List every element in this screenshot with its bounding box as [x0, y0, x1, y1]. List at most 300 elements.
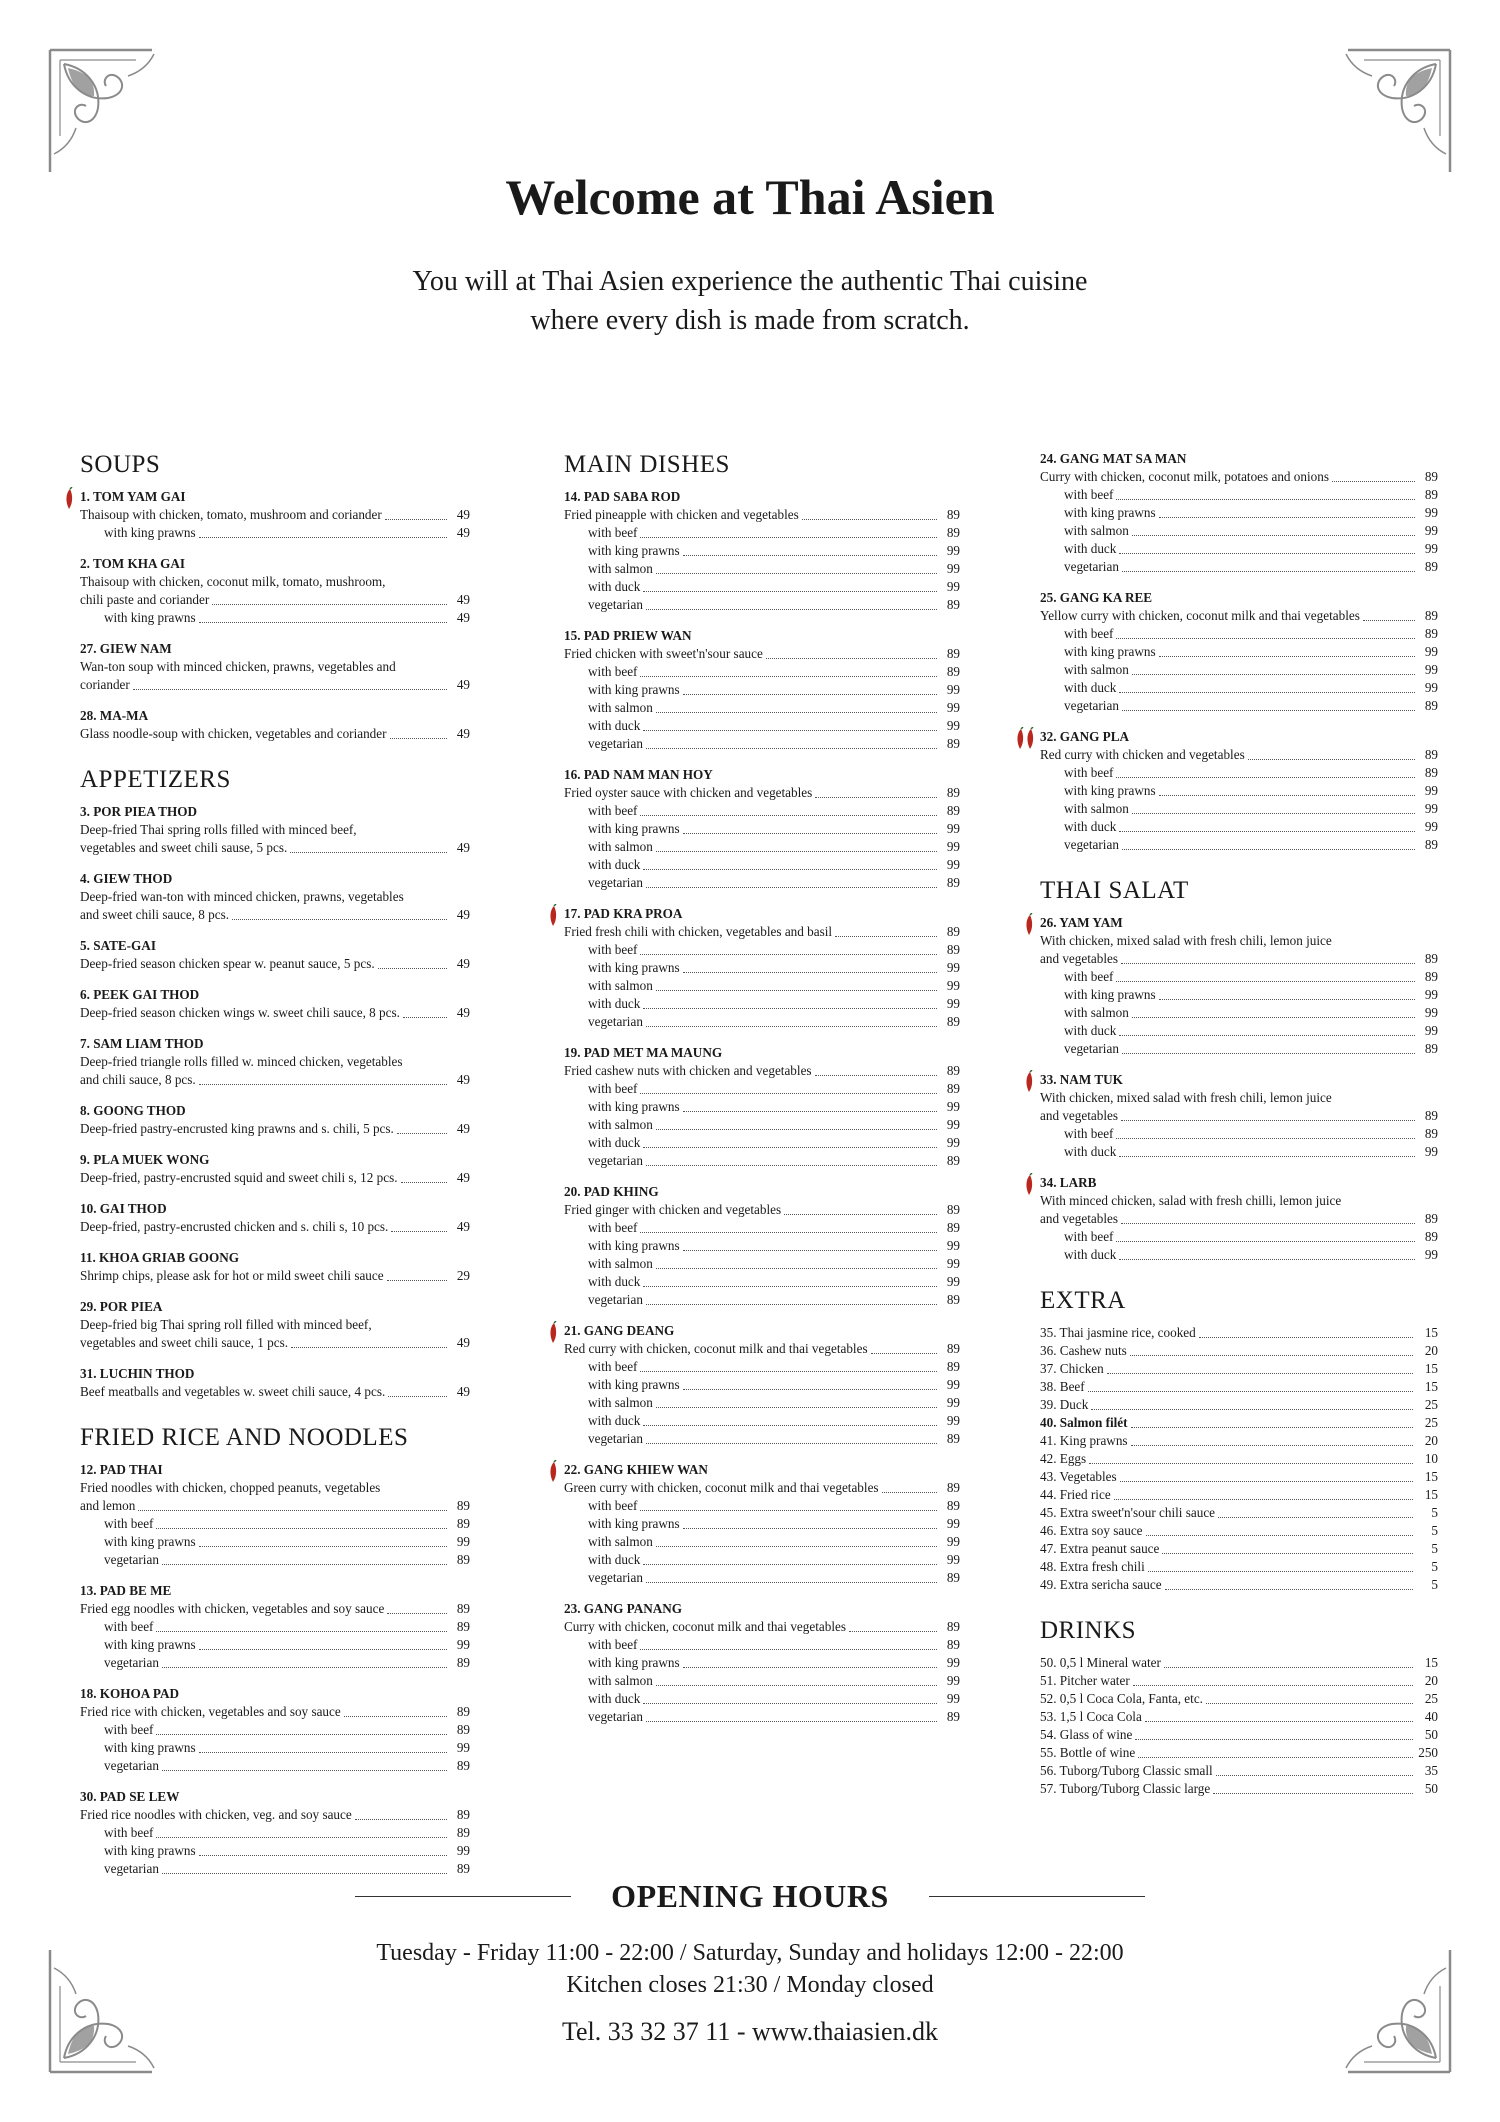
price: 99: [946, 978, 960, 993]
dish-description: [80, 1120, 470, 1138]
line-text: with salmon: [1064, 662, 1129, 677]
line-text: vegetarian: [588, 1570, 643, 1585]
dot-leader: [1248, 759, 1415, 760]
menu-column-left: [80, 450, 470, 1900]
dot-leader: [403, 1017, 447, 1018]
line-text: with duck: [588, 718, 641, 733]
price: 89: [456, 1861, 470, 1876]
price: 99: [1424, 801, 1438, 816]
dish-variant: [1040, 661, 1438, 679]
line-text: with duck: [1064, 1023, 1117, 1038]
dot-leader: [683, 1111, 937, 1112]
dish-description: [1040, 950, 1438, 968]
line-text: with beef: [588, 664, 638, 679]
dish-description: [80, 725, 470, 743]
extra-item: [1040, 1522, 1438, 1540]
item-text: 50. 0,5 l Mineral water: [1040, 1655, 1161, 1670]
dish-variant: [80, 1739, 470, 1757]
item-text: 36. Cashew nuts: [1040, 1343, 1127, 1358]
dish-variant: [1040, 558, 1438, 576]
line-text: chili paste and coriander: [80, 592, 210, 607]
dot-leader: [162, 1873, 447, 1874]
dot-leader: [849, 1631, 937, 1632]
line-text: Yellow curry with chicken, coconut milk and thai vegetables: [1040, 608, 1360, 623]
price: 49: [456, 677, 470, 692]
line-text: with duck: [1064, 1144, 1117, 1159]
price: 49: [456, 1072, 470, 1087]
dish-name: 31. LUCHIN THOD: [80, 1366, 195, 1381]
dish-variant: [564, 1430, 960, 1448]
price: 99: [1424, 1023, 1438, 1038]
dot-leader: [643, 869, 937, 870]
dot-leader: [1130, 1355, 1413, 1356]
dish-variant: [564, 663, 960, 681]
price: 49: [456, 907, 470, 922]
line-text: Fried pineapple with chicken and vegetables: [564, 507, 799, 522]
price: 99: [946, 543, 960, 558]
price: 89: [946, 736, 960, 751]
dish-description: [564, 784, 960, 802]
dot-leader: [656, 851, 937, 852]
dot-leader: [646, 1443, 937, 1444]
drinks-item: [1040, 1672, 1438, 1690]
extra-item: [1040, 1360, 1438, 1378]
dish-variant: [564, 1098, 960, 1116]
dish-name: 2. TOM KHA GAI: [80, 556, 186, 571]
dish-variant: [80, 1636, 470, 1654]
price: 99: [946, 1673, 960, 1688]
line-text: Deep-fried big Thai spring roll filled with minced beef,: [80, 1317, 372, 1332]
dish-description: [80, 591, 470, 609]
dish-variant: [1040, 1246, 1438, 1264]
menu-item: [80, 870, 470, 924]
price: 99: [946, 857, 960, 872]
dot-leader: [1116, 777, 1415, 778]
dot-leader: [1121, 1223, 1415, 1224]
item-text: 39. Duck: [1040, 1397, 1089, 1412]
price: 89: [946, 1081, 960, 1096]
menu-item: [80, 1200, 470, 1236]
dish-name: 33. NAM TUK: [1040, 1072, 1123, 1087]
line-text: with king prawns: [104, 610, 196, 625]
line-text: with salmon: [588, 561, 653, 576]
price: 99: [1424, 505, 1438, 520]
dot-leader: [640, 676, 937, 677]
dot-leader: [640, 537, 937, 538]
drinks-item: [1040, 1744, 1438, 1762]
dish-description: [564, 1201, 960, 1219]
price: 99: [1424, 541, 1438, 556]
price: 49: [456, 525, 470, 540]
dot-leader: [156, 1528, 447, 1529]
dish-description: [80, 1600, 470, 1618]
dot-leader: [212, 604, 447, 605]
dish-variant: [1040, 504, 1438, 522]
drinks-item: [1040, 1762, 1438, 1780]
line-text: with king prawns: [588, 543, 680, 558]
price: 5: [1431, 1559, 1438, 1574]
menu-item: [80, 1151, 470, 1187]
dot-leader: [1088, 1391, 1413, 1392]
line-text: with king prawns: [588, 1238, 680, 1253]
dish-description: [1040, 607, 1438, 625]
price: 99: [946, 1413, 960, 1428]
line-text: with beef: [588, 942, 638, 957]
price: 29: [456, 1268, 470, 1283]
dot-leader: [1145, 1721, 1413, 1722]
dot-leader: [835, 936, 937, 937]
line-text: Fried egg noodles with chicken, vegetables and soy sauce: [80, 1601, 385, 1616]
dot-leader: [646, 1165, 937, 1166]
line-text: Deep-fried triangle rolls filled w. minced chicken, vegetables: [80, 1054, 403, 1069]
price: 49: [456, 1384, 470, 1399]
dish-name: 17. PAD KRA PROA: [564, 906, 683, 921]
dish-variant: [564, 1116, 960, 1134]
dish-name: 1. TOM YAM GAI: [80, 489, 186, 504]
dot-leader: [1132, 674, 1415, 675]
dish-variant: [1040, 986, 1438, 1004]
price: 89: [456, 1552, 470, 1567]
line-text: with king prawns: [588, 960, 680, 975]
dish-variant: [80, 1860, 470, 1878]
price: 25: [1424, 1691, 1438, 1706]
line-text: Red curry with chicken, coconut milk and thai vegetables: [564, 1341, 868, 1356]
price: 89: [946, 875, 960, 890]
dish-variant: [564, 1219, 960, 1237]
dot-leader: [815, 1075, 937, 1076]
chili-icon: [547, 904, 561, 928]
menu-item: [564, 1600, 960, 1726]
item-text: 41. King prawns: [1040, 1433, 1128, 1448]
dot-leader: [683, 972, 937, 973]
line-text: with salmon: [1064, 523, 1129, 538]
line-text: vegetarian: [588, 1014, 643, 1029]
price: 89: [456, 1825, 470, 1840]
price: 49: [456, 592, 470, 607]
line-text: with beef: [1064, 626, 1114, 641]
price: 89: [946, 1431, 960, 1446]
dot-leader: [162, 1770, 447, 1771]
dot-leader: [1091, 1409, 1413, 1410]
price: 49: [456, 1005, 470, 1020]
dot-leader: [1138, 1757, 1413, 1758]
column-dishes: [1040, 450, 1438, 1264]
dish-description: [80, 676, 470, 694]
menu-item: [80, 1365, 470, 1401]
dot-leader: [1159, 656, 1415, 657]
dish-description: [80, 1316, 470, 1334]
price: 99: [1424, 1144, 1438, 1159]
line-text: Deep-fried season chicken spear w. peanut sauce, 5 pcs.: [80, 956, 375, 971]
line-text: with king prawns: [1064, 644, 1156, 659]
dot-leader: [1159, 999, 1415, 1000]
section-extra: [1040, 1286, 1438, 1594]
line-text: with duck: [1064, 541, 1117, 556]
dot-leader: [640, 1093, 937, 1094]
dot-leader: [640, 1510, 937, 1511]
dish-description: [80, 1479, 470, 1497]
dish-description: [1040, 1107, 1438, 1125]
price: 89: [1424, 469, 1438, 484]
price: 99: [1424, 819, 1438, 834]
chili-icon: [63, 487, 77, 511]
price: 89: [946, 924, 960, 939]
dish-variant: [1040, 540, 1438, 558]
price: 99: [946, 1552, 960, 1567]
section-title: APPETIZERS: [80, 766, 231, 793]
dot-leader: [138, 1510, 447, 1511]
dot-leader: [156, 1734, 447, 1735]
line-text: Fried oyster sauce with chicken and vegetables: [564, 785, 813, 800]
dish-variant: [564, 560, 960, 578]
price: 89: [1424, 626, 1438, 641]
dot-leader: [1216, 1775, 1413, 1776]
price: 89: [946, 525, 960, 540]
dish-description: [80, 1334, 470, 1352]
dish-name: 20. PAD KHING: [564, 1184, 659, 1199]
dish-name: 15. PAD PRIEW WAN: [564, 628, 692, 643]
price: 89: [456, 1704, 470, 1719]
price: 15: [1424, 1469, 1438, 1484]
line-text: with beef: [588, 803, 638, 818]
menu-section: [80, 450, 470, 743]
price: 89: [946, 1220, 960, 1235]
price: 99: [1424, 1247, 1438, 1262]
corner-ornament-top-right: [1344, 46, 1454, 176]
dot-leader: [643, 1425, 937, 1426]
line-text: and vegetables: [1040, 1211, 1118, 1226]
dot-leader: [784, 1214, 937, 1215]
opening-hours-heading: [0, 1878, 1500, 1915]
item-text: 56. Tuborg/Tuborg Classic small: [1040, 1763, 1213, 1778]
dot-leader: [640, 954, 937, 955]
dot-leader: [683, 1389, 937, 1390]
dish-variant: [1040, 643, 1438, 661]
menu-item: [564, 1461, 960, 1587]
dot-leader: [683, 1250, 937, 1251]
item-text: 35. Thai jasmine rice, cooked: [1040, 1325, 1196, 1340]
line-text: Deep-fried, pastry-encrusted chicken and s. chili s, 10 pcs.: [80, 1219, 389, 1234]
line-text: with beef: [588, 1359, 638, 1374]
dish-variant: [564, 542, 960, 560]
line-text: Red curry with chicken and vegetables: [1040, 747, 1245, 762]
line-text: with beef: [588, 1637, 638, 1652]
dish-variant: [564, 1497, 960, 1515]
section-title: DRINKS: [1040, 1617, 1137, 1644]
price: 20: [1424, 1433, 1438, 1448]
dish-description: [80, 658, 470, 676]
price: 89: [456, 1498, 470, 1513]
dish-variant: [564, 874, 960, 892]
dot-leader: [643, 1564, 937, 1565]
dot-leader: [156, 1837, 447, 1838]
price: 89: [1424, 1211, 1438, 1226]
price: 89: [946, 1619, 960, 1634]
menu-item: [80, 1035, 470, 1089]
line-text: vegetarian: [104, 1758, 159, 1773]
dish-variant: [80, 609, 470, 627]
dish-name: 16. PAD NAM MAN HOY: [564, 767, 713, 782]
dish-variant: [564, 820, 960, 838]
dot-leader: [1116, 1241, 1415, 1242]
line-text: with salmon: [588, 1673, 653, 1688]
dish-name: 30. PAD SE LEW: [80, 1789, 180, 1804]
price: 50: [1424, 1727, 1438, 1742]
price: 99: [946, 1117, 960, 1132]
price: 89: [1424, 698, 1438, 713]
dish-variant: [80, 1551, 470, 1569]
price: 99: [946, 579, 960, 594]
dish-name: 7. SAM LIAM THOD: [80, 1036, 204, 1051]
line-text: with beef: [104, 1516, 154, 1531]
dot-leader: [643, 730, 937, 731]
double-chili-icon: [1014, 727, 1038, 751]
price: 20: [1424, 1343, 1438, 1358]
line-text: vegetarian: [1064, 1041, 1119, 1056]
line-text: vegetarian: [588, 736, 643, 751]
dish-description: [80, 955, 470, 973]
dish-variant: [1040, 679, 1438, 697]
line-text: With minced chicken, salad with fresh chilli, lemon juice: [1040, 1193, 1342, 1208]
price: 89: [456, 1516, 470, 1531]
price: 89: [1424, 559, 1438, 574]
dish-variant: [80, 1533, 470, 1551]
dish-name: 9. PLA MUEK WONG: [80, 1152, 210, 1167]
dish-variant: [564, 1412, 960, 1430]
dot-leader: [656, 1268, 937, 1269]
line-text: vegetarian: [588, 1153, 643, 1168]
dot-leader: [640, 1649, 937, 1650]
dish-variant: [564, 1636, 960, 1654]
price: 89: [456, 1619, 470, 1634]
line-text: vegetarian: [588, 875, 643, 890]
dish-name: 23. GANG PANANG: [564, 1601, 683, 1616]
line-text: with salmon: [588, 1395, 653, 1410]
line-text: with salmon: [588, 978, 653, 993]
dish-name: 4. GIEW THOD: [80, 871, 173, 886]
price: 89: [1424, 765, 1438, 780]
dish-variant: [1040, 800, 1438, 818]
price: 89: [946, 1063, 960, 1078]
menu-item: [1040, 1071, 1438, 1161]
line-text: with king prawns: [588, 1655, 680, 1670]
dot-leader: [355, 1819, 447, 1820]
price: 99: [456, 1843, 470, 1858]
line-text: Deep-fried, pastry-encrusted squid and sweet chili s, 12 pcs.: [80, 1170, 398, 1185]
line-text: with beef: [104, 1825, 154, 1840]
dot-leader: [643, 591, 937, 592]
line-text: with salmon: [588, 1117, 653, 1132]
menu-item: [1040, 1174, 1438, 1264]
dot-leader: [344, 1716, 447, 1717]
price: 89: [1424, 1126, 1438, 1141]
dish-variant: [1040, 697, 1438, 715]
price: 99: [946, 996, 960, 1011]
dot-leader: [646, 887, 937, 888]
dot-leader: [390, 738, 447, 739]
line-text: with beef: [588, 525, 638, 540]
section-title: THAI SALAT: [1040, 877, 1189, 904]
dish-name: 12. PAD THAI: [80, 1462, 163, 1477]
price: 89: [946, 1341, 960, 1356]
dot-leader: [391, 1231, 447, 1232]
dish-variant: [564, 681, 960, 699]
dish-variant: [564, 717, 960, 735]
dot-leader: [1122, 1053, 1415, 1054]
line-text: Fried chicken with sweet'n'sour sauce: [564, 646, 763, 661]
dish-description: [564, 506, 960, 524]
price: 15: [1424, 1655, 1438, 1670]
divider: [929, 1896, 1145, 1897]
drinks-item: [1040, 1708, 1438, 1726]
dot-leader: [1122, 849, 1415, 850]
line-text: Deep-fried season chicken wings w. sweet chili sauce, 8 pcs.: [80, 1005, 400, 1020]
line-text: vegetables and sweet chili sause, 5 pcs.: [80, 840, 288, 855]
price: 250: [1418, 1745, 1438, 1760]
line-text: Fried rice with chicken, vegetables and soy sauce: [80, 1704, 341, 1719]
line-text: with king prawns: [588, 1516, 680, 1531]
dot-leader: [656, 712, 937, 713]
price: 99: [946, 718, 960, 733]
price: 99: [946, 1099, 960, 1114]
dish-variant: [1040, 522, 1438, 540]
dot-leader: [802, 519, 937, 520]
price: 99: [946, 1377, 960, 1392]
line-text: vegetarian: [1064, 837, 1119, 852]
dish-variant: [1040, 818, 1438, 836]
price: 89: [1424, 747, 1438, 762]
line-text: with duck: [588, 1135, 641, 1150]
dish-variant: [1040, 1125, 1438, 1143]
price: 89: [946, 1153, 960, 1168]
dot-leader: [882, 1492, 937, 1493]
line-text: with king prawns: [588, 682, 680, 697]
item-text: 55. Bottle of wine: [1040, 1745, 1136, 1760]
price: 89: [456, 1722, 470, 1737]
menu-section: [80, 1423, 470, 1878]
dish-description: [80, 906, 470, 924]
price: 99: [946, 1274, 960, 1289]
dish-variant: [1040, 782, 1438, 800]
dot-leader: [1116, 1138, 1415, 1139]
dot-leader: [1116, 499, 1415, 500]
dish-name: 5. SATE-GAI: [80, 938, 156, 953]
dish-variant: [80, 1618, 470, 1636]
price: 99: [1424, 1005, 1438, 1020]
dot-leader: [1119, 1035, 1415, 1036]
price: 89: [1424, 1229, 1438, 1244]
dish-variant: [564, 578, 960, 596]
price: 89: [946, 1709, 960, 1724]
price: 5: [1431, 1523, 1438, 1538]
line-text: with duck: [588, 857, 641, 872]
menu-item: [80, 1582, 470, 1672]
line-text: with king prawns: [1064, 783, 1156, 798]
dish-variant: [1040, 968, 1438, 986]
dot-leader: [1165, 1589, 1413, 1590]
dish-name: 21. GANG DEANG: [564, 1323, 675, 1338]
dot-leader: [1132, 535, 1415, 536]
line-text: with beef: [104, 1619, 154, 1634]
dot-leader: [646, 609, 937, 610]
line-text: vegetarian: [588, 1709, 643, 1724]
extra-item: [1040, 1414, 1438, 1432]
dot-leader: [646, 1582, 937, 1583]
item-text: 57. Tuborg/Tuborg Classic large: [1040, 1781, 1211, 1796]
dish-variant: [564, 524, 960, 542]
page-title: Welcome at Thai Asien: [505, 169, 995, 225]
dot-leader: [199, 1084, 447, 1085]
